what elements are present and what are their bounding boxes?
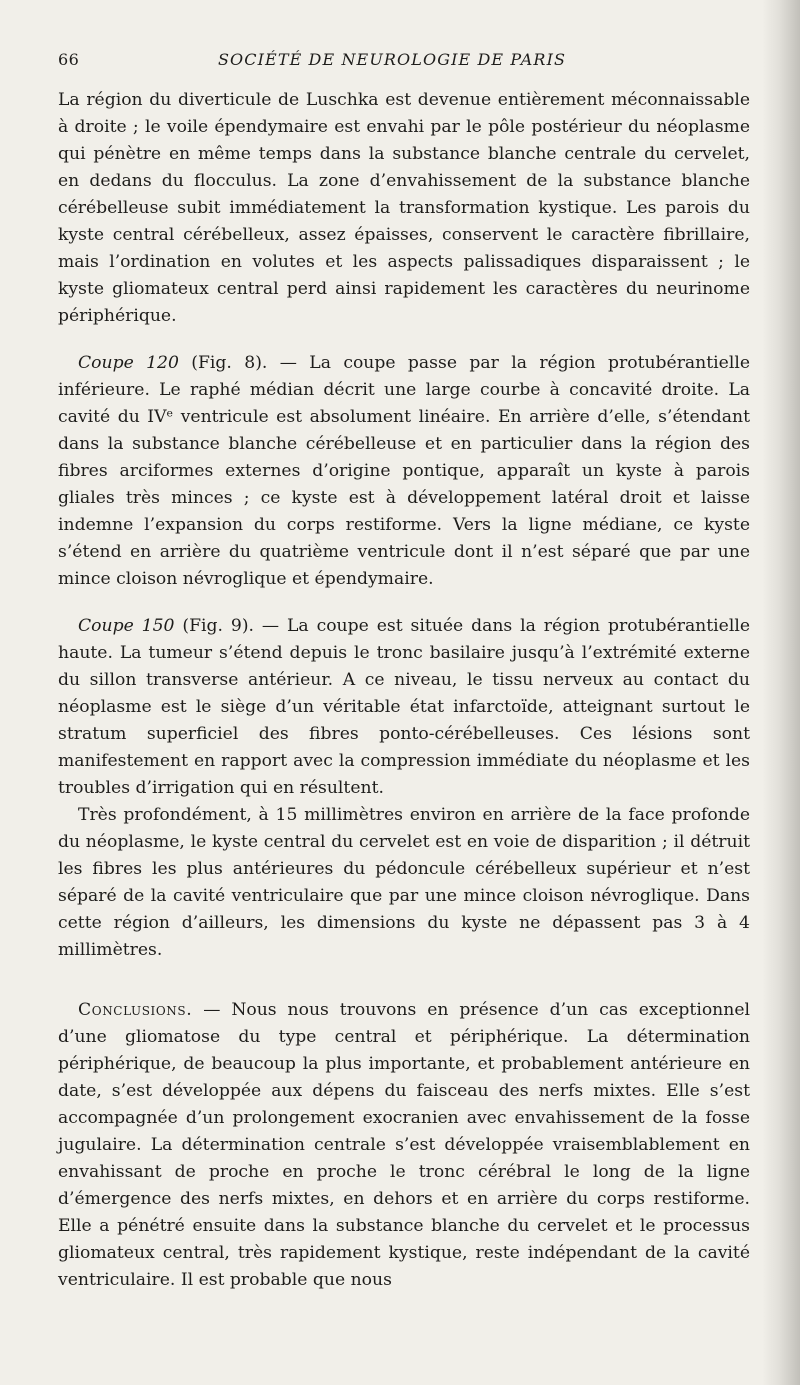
page-number: 66: [58, 50, 80, 69]
paragraph-luschka: La région du diverticule de Luschka est devenue entièrement méconnaissable à droite ; le voile épendymaire est envahi par le pôle postérieur du néoplasme qui pénètre en même temps dans la substance blanche centrale du cervelet, en dedans du flocculus. La zone d’envahissement de la substance blanche cérébelleuse subit immédiatement la transformation kystique. Les parois du kyste central cérébelleux, assez épaisses, conservent le caractère fibrillaire, mais l’ordination en volutes et les aspects palissadiques disparaissent ; le kyste gliomateux central perd ainsi rapidement les caractères du neurinome périphérique.: [58, 90, 750, 326]
conclusions-heading: Conclusions.: [78, 1000, 193, 1020]
body-text: [58, 87, 750, 1294]
conclusions-text: — Nous nous trouvons en présence d’un cas exceptionnel d’une gliomatose du type central et périphérique. La détermination périphérique, de beaucoup la plus importante, et probablement antérieure en date, s’est développée aux dépens du faisceau des nerfs mixtes. Elle s’est accompagnée d’un prolongement exocranien avec envahissement de la fosse jugulaire. La détermination centrale s’est développée vraisemblablement en envahissant de proche en proche le tronc cérébral le long de la ligne d’émergence des nerfs mixtes, en dehors et en arrière du corps restiforme. Elle a pénétré ensuite dans la substance blanche du cervelet et le processus gliomateux central, très rapidement kystique, reste indépendant de la cavité ventriculaire. Il est probable que nous: [58, 1000, 750, 1290]
running-title: SOCIÉTÉ DE NEUROLOGIE DE PARIS: [218, 50, 567, 69]
page-header: [58, 50, 748, 74]
page-edge-shadow: [762, 0, 800, 1385]
coupe-120-heading: Coupe 120: [78, 353, 179, 373]
paragraph-coupe-120: [58, 350, 750, 593]
paragraph-tres-profondement: Très profondément, à 15 millimètres environ en arrière de la face profonde du néoplasme, le kyste central du cervelet est en voie de disparition ; il détruit les fibres les plus antérieures du pédoncule cérébelleux supérieur et n’est séparé de la cavité ventriculaire que par une mince cloison névroglique. Dans cette région d’ailleurs, les dimensions du kyste ne dépassent pas 3 à 4 millimètres.: [58, 805, 750, 960]
coupe-150-text: (Fig. 9). — La coupe est située dans la région protubérantielle haute. La tumeur s’étend depuis le tronc basilaire jusqu’à l’extrémité externe du sillon transverse antérieur. A ce niveau, le tissu nerveux au contact du néoplasme est le siège d’un véritable état infarctoïde, atteignant surtout le stratum superficiel des fibres ponto-cérébelleuses. Ces lésions sont manifestement en rapport avec la compression immédiate du néoplasme et les troubles d’irrigation qui en résultent.: [58, 616, 750, 798]
paragraph-coupe-150: [58, 613, 750, 802]
paragraph-conclusions: [58, 997, 750, 1294]
coupe-150-heading: Coupe 150: [78, 616, 175, 636]
coupe-120-text: (Fig. 8). — La coupe passe par la région protubérantielle inférieure. Le raphé médian décrit une large courbe à concavité droite. La cavité du IVᵉ ventricule est absolument linéaire. En arrière d’elle, s’étendant dans la substance blanche cérébelleuse et en particulier dans la région des fibres arciformes externes d’origine pontique, apparaît un kyste à parois gliales très minces ; ce kyste est à développement latéral droit et laisse indemne l’expansion du corps restiforme. Vers la ligne médiane, ce kyste s’étend en arrière du quatrième ventricule dont il n’est séparé que par une mince cloison névroglique et épendymaire.: [58, 353, 750, 589]
